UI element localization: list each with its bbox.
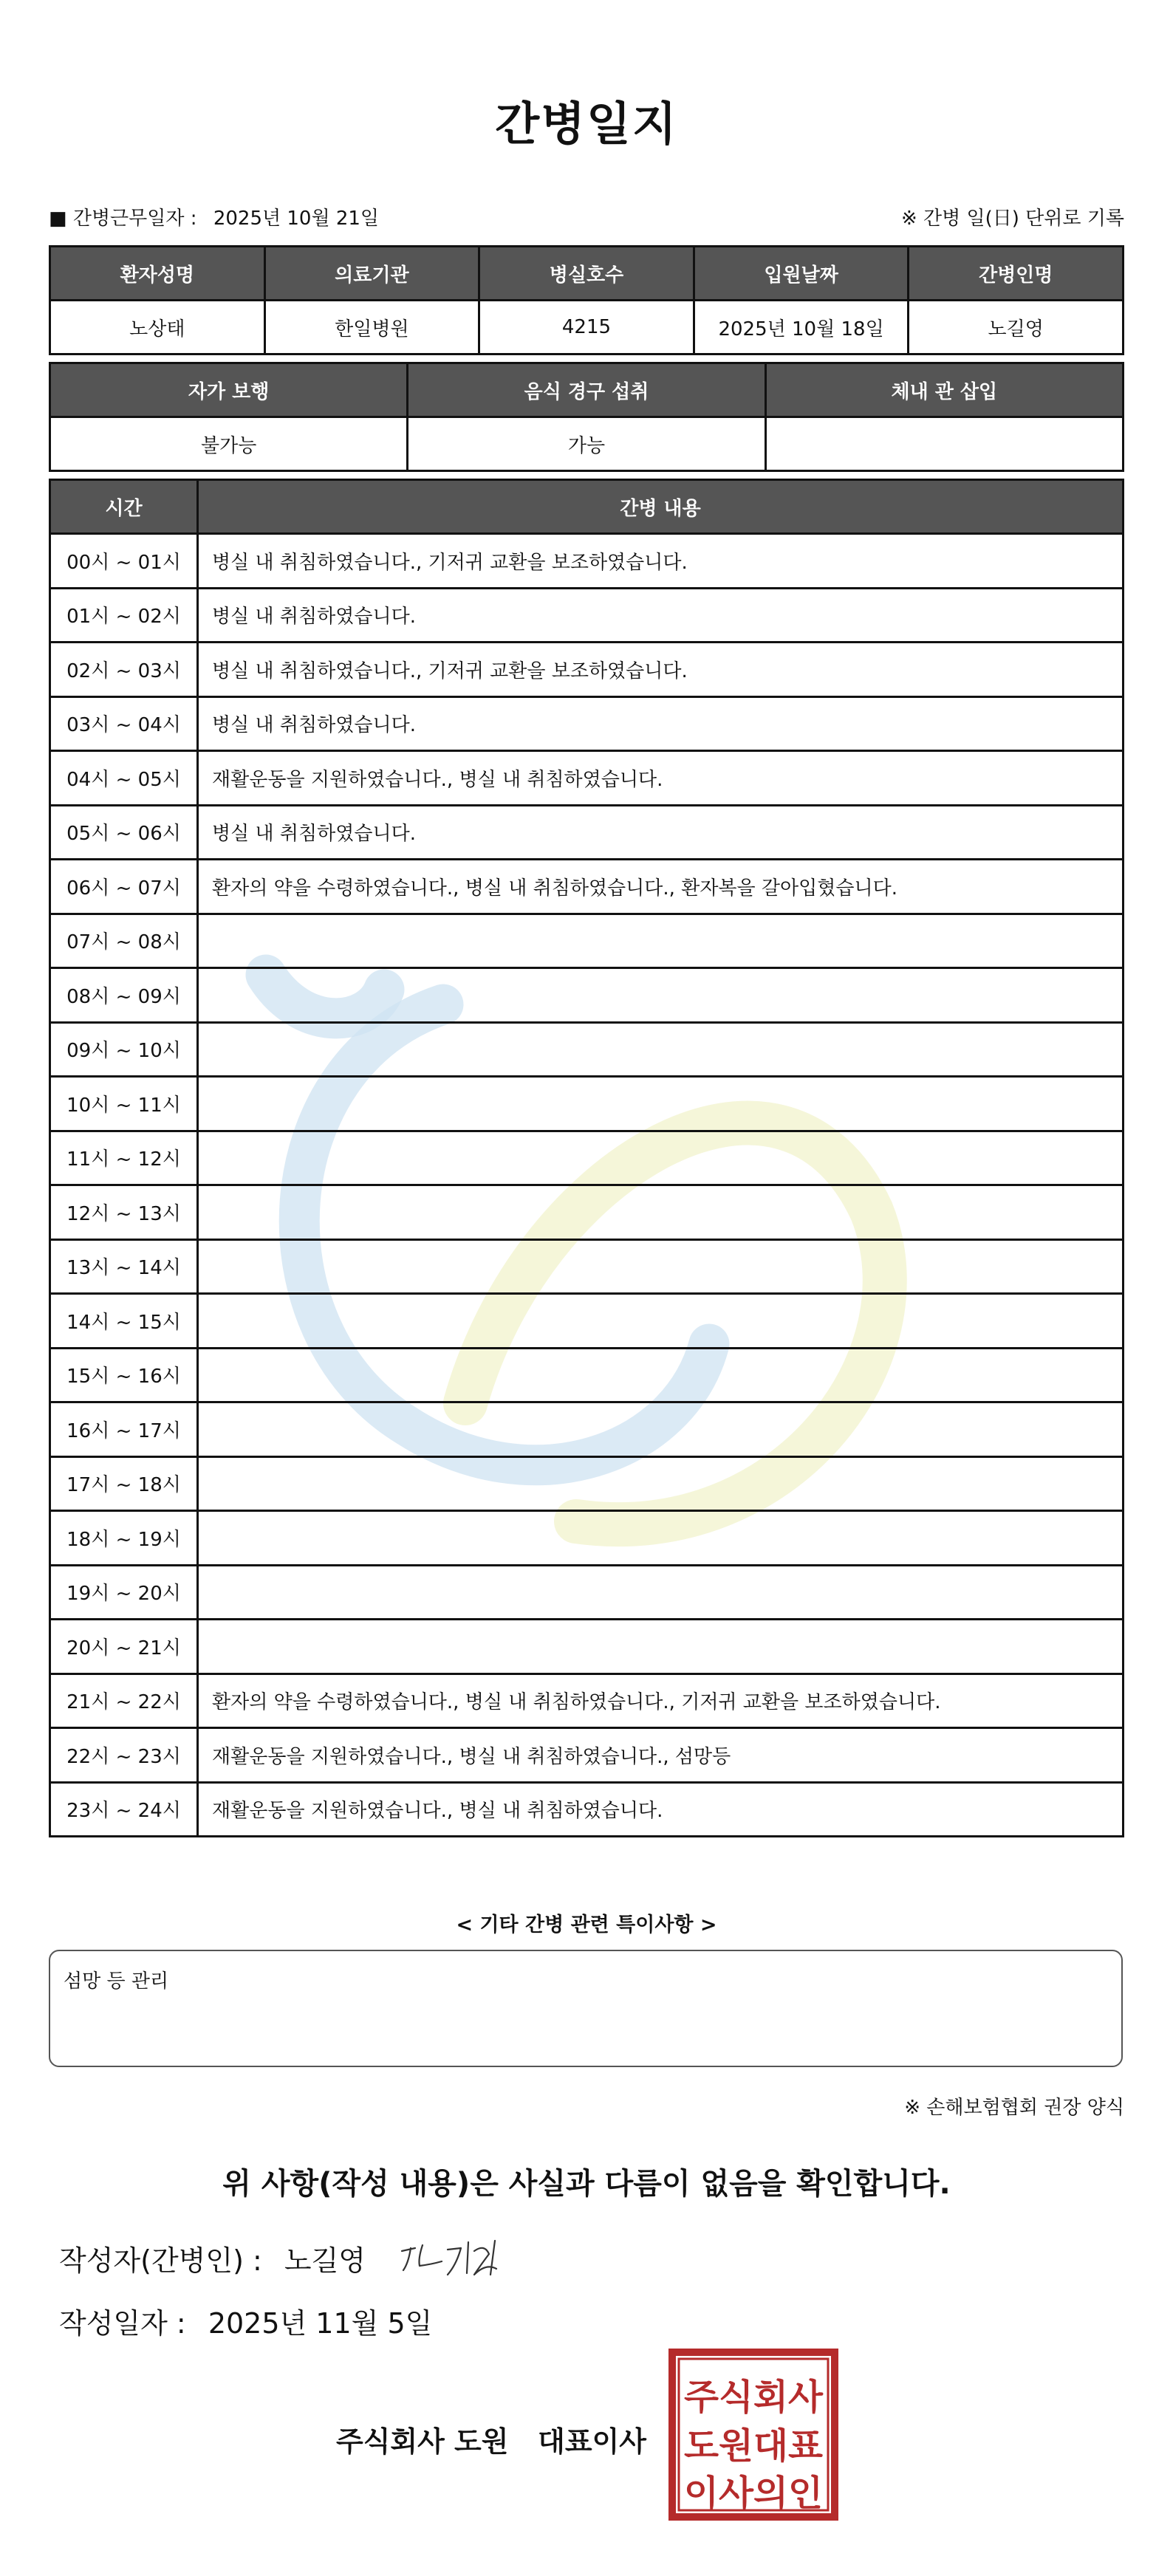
table-row — [50, 1077, 1124, 1131]
seal-line-1: 주식회사 — [684, 2377, 824, 2418]
log-content — [198, 968, 1124, 1023]
log-time: 07시 ~ 08시 — [50, 914, 198, 968]
log-content — [198, 1511, 1124, 1566]
table-row — [50, 1185, 1124, 1240]
notes-heading: < 기타 간병 관련 특이사항 > — [456, 1914, 717, 1936]
tube-insertion-value — [765, 417, 1123, 471]
writer-name: 노길영 — [284, 2244, 366, 2277]
notes-text: 섬망 등 관리 — [64, 1970, 169, 1993]
log-content — [198, 1239, 1124, 1294]
written-date-value: 2025년 11월 5일 — [208, 2307, 433, 2340]
table-row — [50, 914, 1124, 968]
unit-note: ※ 간병 일(日) 단위로 기록 — [900, 208, 1124, 230]
log-content — [198, 1077, 1124, 1131]
table-row — [50, 860, 1124, 914]
header-oral-intake: 음식 경구 섭취 — [408, 363, 765, 417]
log-time: 04시 ~ 05시 — [50, 751, 198, 806]
table-row — [50, 1620, 1124, 1674]
table-row — [50, 1511, 1124, 1566]
header-self-walking: 자가 보행 — [50, 363, 408, 417]
header-tube-insertion: 체내 관 삽입 — [765, 363, 1123, 417]
self-walking-value: 불가능 — [50, 417, 408, 471]
log-content — [198, 1185, 1124, 1240]
table-row — [50, 1782, 1124, 1837]
log-content: 병실 내 취침하였습니다. — [198, 696, 1124, 751]
log-time: 02시 ~ 03시 — [50, 643, 198, 697]
table-row — [50, 1022, 1124, 1077]
patient-name: 노상태 — [50, 301, 265, 354]
caregiver-name: 노길영 — [909, 301, 1124, 354]
seal-line-2: 도원대표 — [684, 2425, 824, 2467]
log-content: 환자의 약을 수령하였습니다., 병실 내 취침하였습니다., 환자복을 갈아입혔습니다. — [198, 860, 1124, 914]
log-content — [198, 1402, 1124, 1457]
table-row — [50, 1674, 1124, 1728]
log-content — [198, 1620, 1124, 1674]
work-date-label: ■ 간병근무일자 : — [49, 208, 197, 230]
oral-intake-value: 가능 — [408, 417, 765, 471]
log-time: 21시 ~ 22시 — [50, 1674, 198, 1728]
caregiver-signature — [397, 2229, 508, 2284]
log-content: 재활운동을 지원하였습니다., 병실 내 취침하였습니다. — [198, 751, 1124, 806]
log-time: 19시 ~ 20시 — [50, 1565, 198, 1620]
table-row — [50, 588, 1124, 643]
log-time: 13시 ~ 14시 — [50, 1239, 198, 1294]
table-row — [50, 1728, 1124, 1783]
header-patient-name: 환자성명 — [50, 247, 265, 301]
log-time: 05시 ~ 06시 — [50, 805, 198, 860]
header-hospital: 의료기관 — [264, 247, 479, 301]
table-row — [50, 1456, 1124, 1511]
table-row — [50, 751, 1124, 806]
seal-line-3: 이사의인 — [684, 2473, 823, 2514]
hospital-name: 한일병원 — [264, 301, 479, 354]
log-time: 15시 ~ 16시 — [50, 1348, 198, 1402]
table-row — [50, 643, 1124, 697]
header-time: 시간 — [50, 480, 198, 534]
care-log-table — [49, 479, 1124, 1837]
table-row — [50, 1131, 1124, 1185]
log-content: 재활운동을 지원하였습니다., 병실 내 취침하였습니다. — [198, 1782, 1124, 1837]
document-title: 간병일지 — [495, 97, 678, 151]
room-number: 4215 — [479, 301, 694, 354]
work-date-value: 2025년 10월 21일 — [213, 208, 380, 230]
log-time: 22시 ~ 23시 — [50, 1728, 198, 1783]
log-content: 병실 내 취침하였습니다. — [198, 588, 1124, 643]
log-time: 03시 ~ 04시 — [50, 696, 198, 751]
header-admission-date: 입원날짜 — [694, 247, 909, 301]
log-time: 10시 ~ 11시 — [50, 1077, 198, 1131]
log-time: 20시 ~ 21시 — [50, 1620, 198, 1674]
confirmation-statement: 위 사항(작성 내용)은 사실과 다름이 없음을 확인합니다. — [222, 2167, 951, 2201]
form-note: ※ 손해보험협회 권장 양식 — [904, 2097, 1124, 2119]
log-time: 06시 ~ 07시 — [50, 860, 198, 914]
writer-label: 작성자(간병인) : — [59, 2244, 262, 2277]
table-row — [50, 1239, 1124, 1294]
log-content — [198, 1131, 1124, 1185]
table-row — [50, 1348, 1124, 1402]
log-content — [198, 1456, 1124, 1511]
log-time: 01시 ~ 02시 — [50, 588, 198, 643]
patient-info-table — [49, 245, 1124, 355]
log-content: 병실 내 취침하였습니다., 기저귀 교환을 보조하였습니다. — [198, 643, 1124, 697]
care-status-table — [49, 362, 1124, 472]
table-row — [50, 968, 1124, 1023]
work-date — [49, 203, 379, 230]
log-time: 11시 ~ 12시 — [50, 1131, 198, 1185]
log-content: 환자의 약을 수령하였습니다., 병실 내 취침하였습니다., 기저귀 교환을 보조하였습니다. — [198, 1674, 1124, 1728]
log-content — [198, 1565, 1124, 1620]
table-row — [50, 1294, 1124, 1349]
written-date-line — [59, 2301, 432, 2341]
log-time: 00시 ~ 01시 — [50, 534, 198, 589]
company-seal — [668, 2349, 838, 2521]
table-row — [50, 1402, 1124, 1457]
table-row — [50, 805, 1124, 860]
notes-box — [49, 1950, 1123, 2067]
log-time: 18시 ~ 19시 — [50, 1511, 198, 1566]
header-care-content: 간병 내용 — [198, 480, 1124, 534]
written-date-label: 작성일자 : — [59, 2307, 186, 2340]
log-content — [198, 914, 1124, 968]
log-time: 14시 ~ 15시 — [50, 1294, 198, 1349]
log-time: 08시 ~ 09시 — [50, 968, 198, 1023]
table-row — [50, 534, 1124, 589]
log-content — [198, 1348, 1124, 1402]
log-content: 재활운동을 지원하였습니다., 병실 내 취침하였습니다., 섬망등 — [198, 1728, 1124, 1783]
log-time: 16시 ~ 17시 — [50, 1402, 198, 1457]
log-time: 09시 ~ 10시 — [50, 1022, 198, 1077]
log-content — [198, 1294, 1124, 1349]
log-time: 12시 ~ 13시 — [50, 1185, 198, 1240]
table-row — [50, 1565, 1124, 1620]
writer-line — [59, 2238, 366, 2278]
log-time: 23시 ~ 24시 — [50, 1782, 198, 1837]
log-time: 17시 ~ 18시 — [50, 1456, 198, 1511]
company-representative: 주식회사 도원 대표이사 — [336, 2425, 646, 2458]
header-room-number: 병실호수 — [479, 247, 694, 301]
log-content: 병실 내 취침하였습니다. — [198, 805, 1124, 860]
header-caregiver-name: 간병인명 — [909, 247, 1124, 301]
log-content: 병실 내 취침하였습니다., 기저귀 교환을 보조하였습니다. — [198, 534, 1124, 589]
log-content — [198, 1022, 1124, 1077]
table-row — [50, 696, 1124, 751]
admission-date: 2025년 10월 18일 — [694, 301, 909, 354]
